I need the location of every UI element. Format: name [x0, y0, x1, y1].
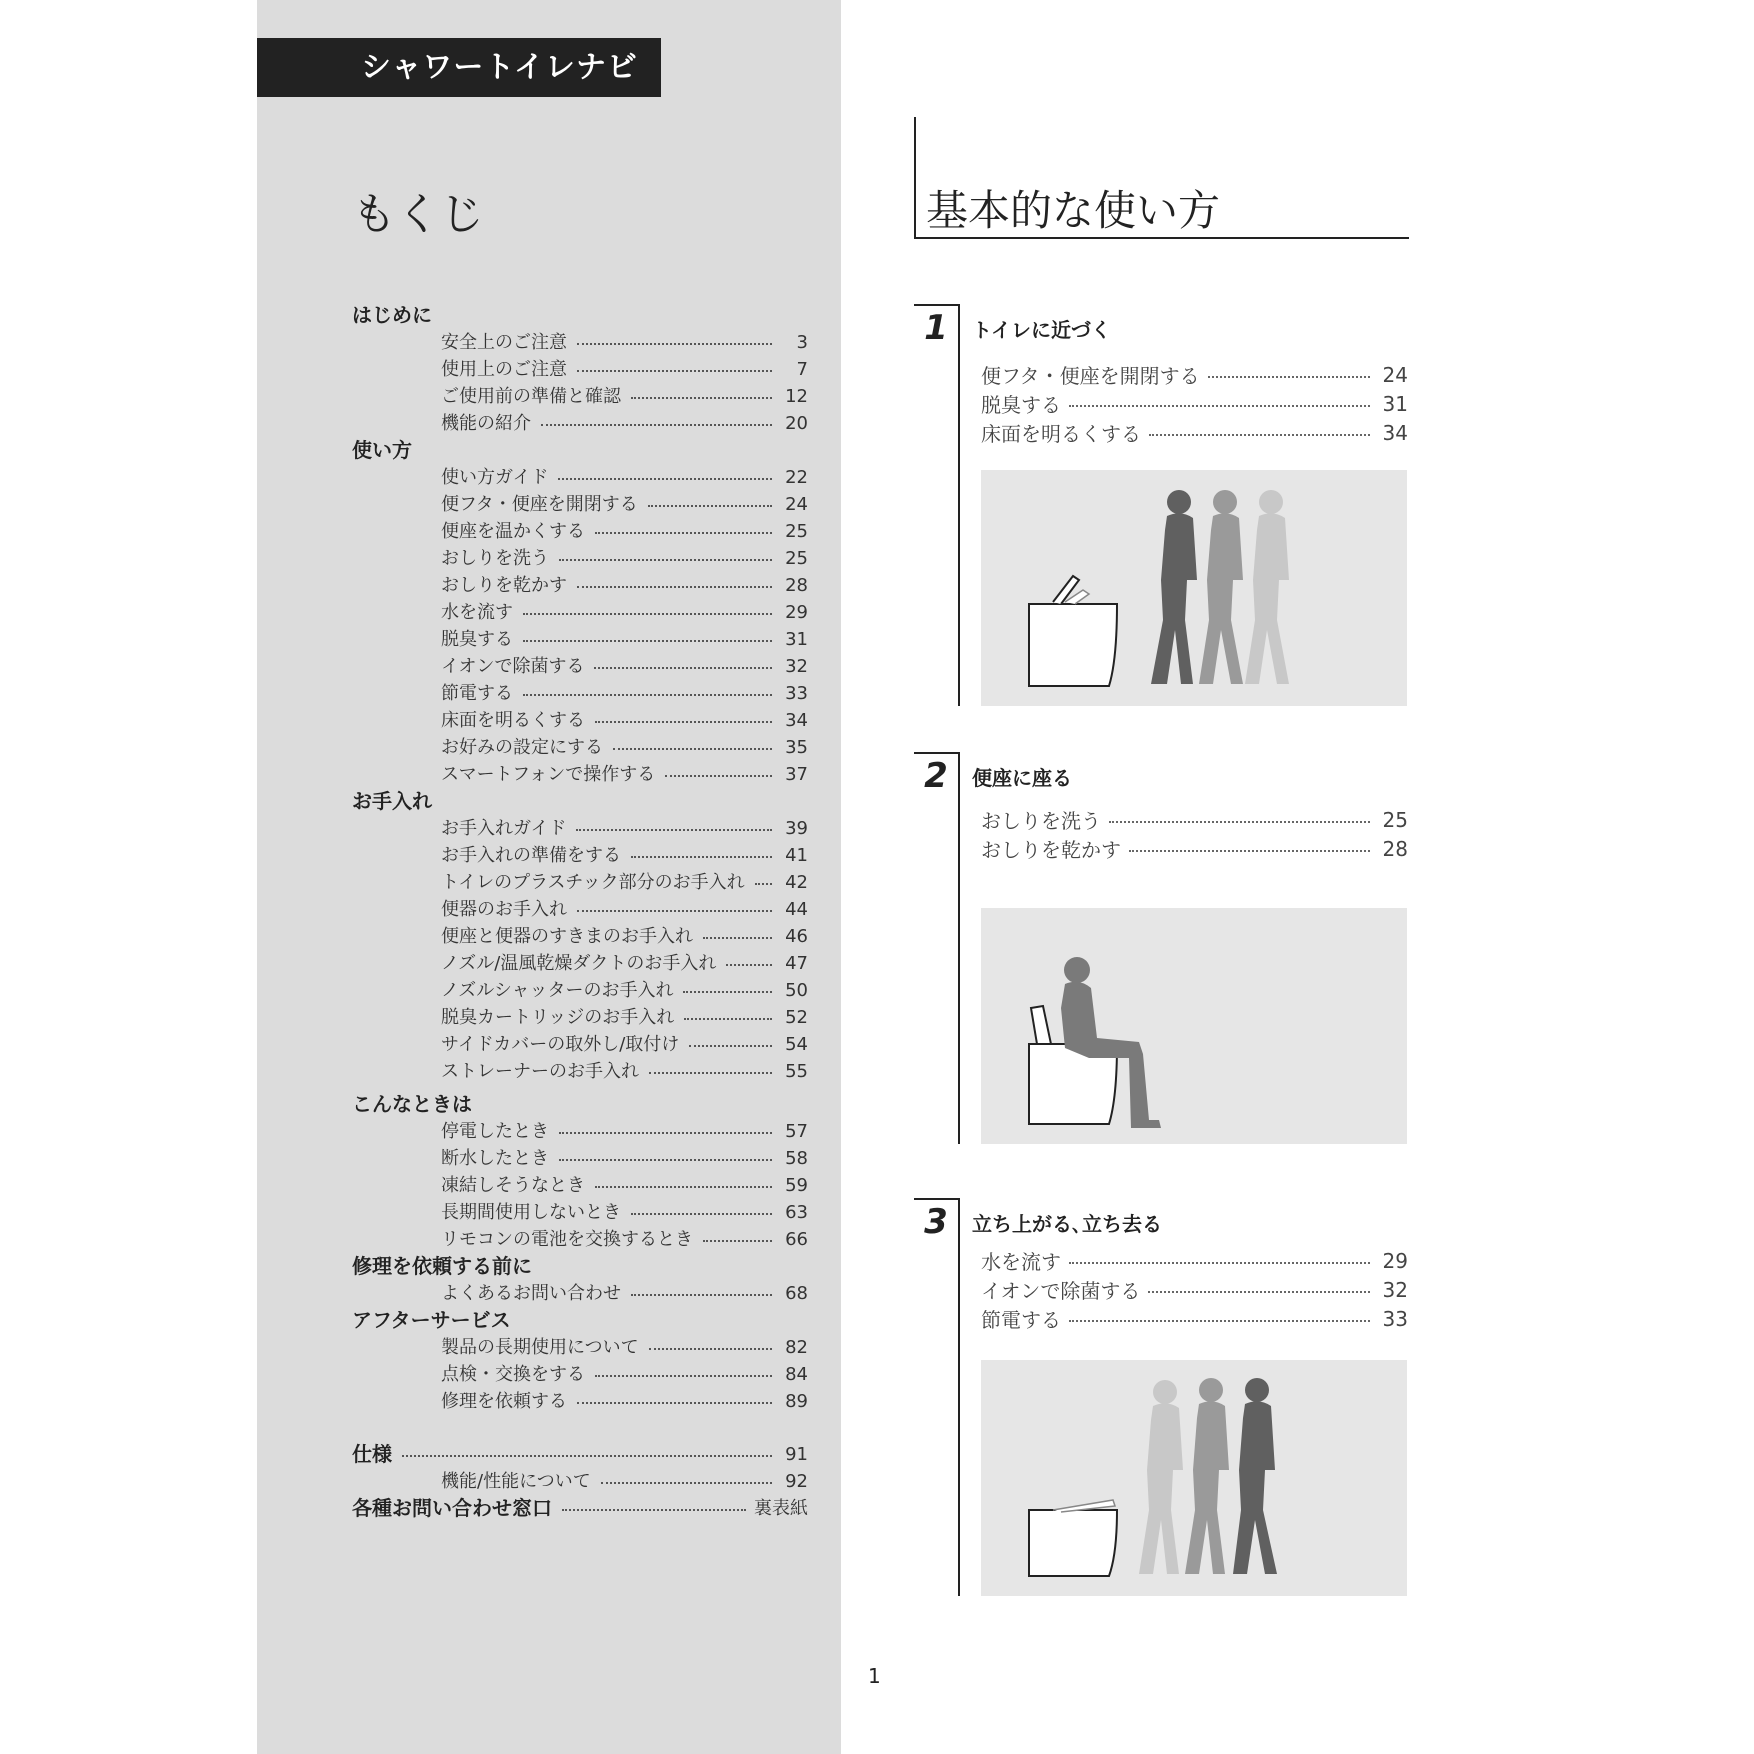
- toc-entry[interactable]: [352, 626, 808, 653]
- step-divider: [958, 304, 960, 706]
- toc-entry[interactable]: [352, 1388, 808, 1415]
- leader-dots: [684, 1018, 772, 1020]
- toc-entry-label: 機能/性能について: [441, 1471, 591, 1492]
- toc-entry-label: ストレーナーのお手入れ: [441, 1061, 639, 1082]
- step-title: 便座に座る: [972, 766, 1072, 790]
- step-link-page: 29: [1382, 1248, 1408, 1273]
- toc-entry-page: 66: [785, 1229, 808, 1250]
- toc-entry[interactable]: [352, 950, 808, 977]
- step-number: 1: [914, 304, 958, 350]
- step-divider: [958, 1198, 960, 1596]
- toc-entry[interactable]: [352, 1031, 808, 1058]
- step-link[interactable]: [981, 418, 1408, 447]
- toc-entry-label: 床面を明るくする: [441, 710, 585, 731]
- toc-entry-label: お手入れガイド: [441, 818, 567, 839]
- leader-dots: [559, 1132, 772, 1134]
- toc-entry-page: 33: [785, 683, 808, 704]
- toc-entry-page: 55: [785, 1061, 808, 1082]
- toc-entry-label: 水を流す: [441, 602, 513, 623]
- toc-entry[interactable]: [352, 410, 808, 437]
- toc-entry-page: 7: [796, 359, 808, 380]
- step-number: 2: [914, 752, 958, 798]
- brand-header: シャワートイレナビ: [257, 38, 661, 97]
- toc-entry[interactable]: [352, 896, 808, 923]
- toc-entry-page: 28: [785, 575, 808, 596]
- toc-entry[interactable]: [352, 707, 808, 734]
- step-2: [914, 752, 1408, 1144]
- leader-dots: [523, 694, 772, 696]
- leader-dots: [577, 586, 772, 588]
- toc-entry-page: 84: [785, 1364, 808, 1385]
- toc-entry-label: 点検・交換をする: [441, 1364, 585, 1385]
- toc-entry-page: 50: [785, 980, 808, 1001]
- toc-entry[interactable]: [352, 842, 808, 869]
- step-link-label: おしりを洗う: [981, 809, 1101, 833]
- leader-dots: [577, 343, 772, 345]
- leader-dots: [665, 775, 772, 777]
- toc-entry-label: 長期間使用しないとき: [441, 1202, 621, 1223]
- leader-dots: [649, 1348, 772, 1350]
- leader-dots: [577, 1402, 772, 1404]
- toc-entry-page: 57: [785, 1121, 808, 1142]
- toc-section-title: 修理を依頼する前に: [352, 1254, 532, 1278]
- step-link-label: 水を流す: [981, 1250, 1061, 1274]
- toc-entry-label: ご使用前の準備と確認: [441, 386, 621, 407]
- toc-entry[interactable]: [352, 1334, 808, 1361]
- toc-entry-label: 使い方ガイド: [441, 467, 549, 488]
- step-link-label: おしりを乾かす: [981, 838, 1121, 862]
- toc-entry[interactable]: [352, 599, 808, 626]
- toc-entry[interactable]: [352, 734, 808, 761]
- toc-entry[interactable]: [352, 869, 808, 896]
- step-link-label: イオンで除菌する: [981, 1279, 1141, 1303]
- leader-dots: [562, 1509, 746, 1511]
- step-links: [981, 1246, 1408, 1333]
- leader-dots: [631, 397, 772, 399]
- person-silhouette-dark: [1151, 490, 1197, 684]
- toc-section-title: アフターサービス: [352, 1308, 511, 1332]
- leader-dots: [541, 424, 772, 426]
- toc-entry-page: 63: [785, 1202, 808, 1223]
- toc-entry-page: 29: [785, 602, 808, 623]
- leaving-illustration: [981, 1360, 1407, 1596]
- toc-entry[interactable]: [352, 545, 808, 572]
- toc-entry-page: 3: [796, 332, 808, 353]
- toc-entry-label: 脱臭する: [441, 629, 513, 650]
- step-link[interactable]: [981, 360, 1408, 389]
- toc-entry-label: スマートフォンで操作する: [441, 764, 656, 785]
- seated-svg: [981, 908, 1407, 1144]
- step-link-label: 床面を明るくする: [981, 422, 1141, 446]
- leader-dots: [577, 910, 772, 912]
- leader-dots: [594, 667, 772, 669]
- toc-entry-label: 各種お問い合わせ窓口: [352, 1496, 552, 1520]
- toc-entry[interactable]: [352, 518, 808, 545]
- toc-entry-label: 便座と便器のすきまのお手入れ: [441, 926, 693, 947]
- toc-entry-page: 82: [785, 1337, 808, 1358]
- leader-dots: [1069, 1320, 1370, 1322]
- toc-entry-label: おしりを洗う: [441, 548, 549, 569]
- toc-entry[interactable]: [352, 491, 808, 518]
- step-1: [914, 304, 1408, 706]
- leader-dots: [703, 1240, 772, 1242]
- basic-usage-title: 基本的な使い方: [926, 186, 1221, 235]
- toc-entry-page: 39: [785, 818, 808, 839]
- toc-entry[interactable]: [352, 761, 808, 788]
- leader-dots: [755, 883, 772, 885]
- toc-entry[interactable]: [352, 1058, 808, 1085]
- toc-entry-page: 58: [785, 1148, 808, 1169]
- toc-entry-page: 41: [785, 845, 808, 866]
- toc-entry-page: 54: [785, 1034, 808, 1055]
- toc-entry-page: 34: [785, 710, 808, 731]
- toc-entry-page: 89: [785, 1391, 808, 1412]
- toc-entry-label: 仕様: [352, 1442, 392, 1466]
- toc-entry-label: リモコンの電池を交換するとき: [441, 1229, 693, 1250]
- toc-entry-label: サイドカバーの取外し/取付け: [441, 1034, 680, 1055]
- toc-entry[interactable]: [352, 1280, 808, 1307]
- toc-entry[interactable]: [352, 815, 808, 842]
- step-link-page: 34: [1382, 420, 1408, 445]
- toc-entry-page: 91: [785, 1444, 808, 1465]
- toc-entry-page: 44: [785, 899, 808, 920]
- toc-entry-page: 22: [785, 467, 808, 488]
- toc-entry[interactable]: [352, 572, 808, 599]
- title-frame-line: [914, 117, 916, 239]
- toc-entry-label: イオンで除菌する: [441, 656, 585, 677]
- leader-dots: [726, 964, 772, 966]
- step-link[interactable]: [981, 805, 1408, 834]
- leader-dots: [703, 937, 772, 939]
- step-3: [914, 1198, 1408, 1596]
- seated-illustration: [981, 908, 1407, 1144]
- toc-entry[interactable]: [352, 383, 808, 410]
- approach-toilet-svg: [981, 470, 1407, 706]
- toc-entry[interactable]: [352, 329, 808, 356]
- leader-dots: [1069, 405, 1370, 407]
- toc-entry-label: ノズルシャッターのお手入れ: [441, 980, 674, 1001]
- toc-entry-label: 製品の長期使用について: [441, 1337, 639, 1358]
- toc-entry-label: 使用上のご注意: [441, 359, 567, 380]
- toc-section-title: 使い方: [352, 438, 412, 462]
- leader-dots: [613, 748, 772, 750]
- step-link-label: 便フタ・便座を開閉する: [981, 364, 1200, 388]
- leader-dots: [1208, 376, 1370, 378]
- toc-entry[interactable]: [352, 1145, 808, 1172]
- person-silhouette-light: [1245, 490, 1289, 684]
- toc-entry-page: 32: [785, 656, 808, 677]
- toc-entry[interactable]: [352, 1172, 808, 1199]
- toc-entry-label: ノズル/温風乾燥ダクトのお手入れ: [441, 953, 717, 974]
- toc-entry-label: 機能の紹介: [441, 413, 531, 434]
- toc-section-title: お手入れ: [352, 789, 432, 813]
- toc-entry-label: 断水したとき: [441, 1148, 549, 1169]
- toc-entry-label: お手入れの準備をする: [441, 845, 621, 866]
- toc-entry[interactable]: [352, 1468, 808, 1495]
- leader-dots: [649, 1072, 772, 1074]
- step-title: トイレに近づく: [972, 318, 1111, 342]
- toc-section-title: こんなときは: [352, 1092, 472, 1116]
- approach-toilet-illustration: [981, 470, 1407, 706]
- leader-dots: [595, 532, 772, 534]
- toc-entry-label: トイレのプラスチック部分のお手入れ: [441, 872, 745, 893]
- leader-dots: [595, 721, 772, 723]
- toc-entry[interactable]: [352, 1199, 808, 1226]
- toc-entry-page: 92: [785, 1471, 808, 1492]
- toc-entry[interactable]: [352, 977, 808, 1004]
- person-silhouette-mid: [1199, 490, 1243, 684]
- leader-dots: [601, 1482, 772, 1484]
- leader-dots: [1148, 1291, 1370, 1293]
- toc-entry-page: 68: [785, 1283, 808, 1304]
- toc-entry-label: おしりを乾かす: [441, 575, 567, 596]
- toc-entry-label: よくあるお問い合わせ: [441, 1283, 621, 1304]
- toc-entry-contact[interactable]: [352, 1495, 808, 1522]
- leader-dots: [577, 370, 772, 372]
- toc-entry-label: 節電する: [441, 683, 513, 704]
- toc-entry-page: 35: [785, 737, 808, 758]
- toc-entry[interactable]: [352, 653, 808, 680]
- toc-entry-page: 42: [785, 872, 808, 893]
- toc-entry[interactable]: [352, 1004, 808, 1031]
- toc-entry[interactable]: [352, 1361, 808, 1388]
- leader-dots: [648, 505, 772, 507]
- leader-dots: [683, 991, 772, 993]
- leader-dots: [1109, 821, 1370, 823]
- leader-dots: [559, 559, 772, 561]
- toilet-icon: [1029, 576, 1117, 686]
- toc-entry-page: 46: [785, 926, 808, 947]
- leader-dots: [631, 1213, 772, 1215]
- leader-dots: [523, 613, 772, 615]
- toc-entry-page: 20: [785, 413, 808, 434]
- toc-entry-label: 脱臭カートリッジのお手入れ: [441, 1007, 675, 1028]
- leader-dots: [559, 1159, 772, 1161]
- step-link-page: 33: [1382, 1306, 1408, 1331]
- person-silhouette-light: [1139, 1380, 1183, 1574]
- step-link-page: 32: [1382, 1277, 1408, 1302]
- toc-entry-label: 停電したとき: [441, 1121, 549, 1142]
- step-link[interactable]: [981, 834, 1408, 863]
- toc-entry-page: 31: [785, 629, 808, 650]
- toilet-icon: [1029, 1500, 1117, 1576]
- leader-dots: [1069, 1262, 1370, 1264]
- step-link-page: 25: [1382, 807, 1408, 832]
- toc-entry-page: 25: [785, 521, 808, 542]
- step-title: 立ち上がる､立ち去る: [972, 1212, 1162, 1236]
- toc-entry-label: 安全上のご注意: [441, 332, 567, 353]
- step-link-page: 31: [1382, 391, 1408, 416]
- toc-entry[interactable]: [352, 356, 808, 383]
- leader-dots: [595, 1375, 772, 1377]
- toc-entry-page: 24: [785, 494, 808, 515]
- step-link[interactable]: [981, 1275, 1408, 1304]
- toc-entry-page: 12: [785, 386, 808, 407]
- step-link[interactable]: [981, 1304, 1408, 1333]
- leader-dots: [631, 856, 772, 858]
- leaving-svg: [981, 1360, 1407, 1596]
- step-divider: [958, 752, 960, 1144]
- leader-dots: [1149, 434, 1370, 436]
- toc-entry[interactable]: [352, 464, 808, 491]
- toc-entry-page: 37: [785, 764, 808, 785]
- toc-title: もくじ: [352, 189, 484, 240]
- step-link[interactable]: [981, 1246, 1408, 1275]
- leader-dots: [595, 1186, 772, 1188]
- leader-dots: [558, 478, 772, 480]
- toc-entry-page: 52: [785, 1007, 808, 1028]
- leader-dots: [576, 829, 772, 831]
- step-links: [981, 360, 1408, 447]
- toc-entry-page: 59: [785, 1175, 808, 1196]
- step-link-page: 24: [1382, 362, 1408, 387]
- toc-entry-page: 47: [785, 953, 808, 974]
- step-number: 3: [914, 1198, 958, 1244]
- toc-entry-label: 修理を依頼する: [441, 1391, 567, 1412]
- person-silhouette-mid: [1185, 1378, 1229, 1574]
- toc-entry-page: 25: [785, 548, 808, 569]
- step-links: [981, 805, 1408, 863]
- step-link-label: 脱臭する: [981, 393, 1061, 417]
- leader-dots: [689, 1045, 772, 1047]
- toc-section-title: はじめに: [352, 303, 432, 327]
- toc-entry-label: 便フタ・便座を開閉する: [441, 494, 638, 515]
- toc-entry-page: 裏表紙: [754, 1498, 808, 1519]
- toc-entry[interactable]: [352, 680, 808, 707]
- leader-dots: [631, 1294, 772, 1296]
- toc-entry-label: 便座を温かくする: [441, 521, 585, 542]
- page-number: 1: [868, 1664, 881, 1688]
- toc-entry-label: 便器のお手入れ: [441, 899, 567, 920]
- toc-entry[interactable]: [352, 1118, 808, 1145]
- table-of-contents: [352, 302, 808, 1522]
- toc-entry-spec[interactable]: [352, 1441, 808, 1468]
- person-silhouette-dark: [1233, 1378, 1277, 1574]
- toc-entry[interactable]: [352, 923, 808, 950]
- toc-entry-label: 凍結しそうなとき: [441, 1175, 585, 1196]
- leader-dots: [523, 640, 772, 642]
- step-link-page: 28: [1382, 836, 1408, 861]
- toc-entry-label: お好みの設定にする: [441, 737, 603, 758]
- leader-dots: [1129, 850, 1370, 852]
- step-link-label: 節電する: [981, 1308, 1061, 1332]
- step-link[interactable]: [981, 389, 1408, 418]
- leader-dots: [402, 1455, 772, 1457]
- toc-entry[interactable]: [352, 1226, 808, 1253]
